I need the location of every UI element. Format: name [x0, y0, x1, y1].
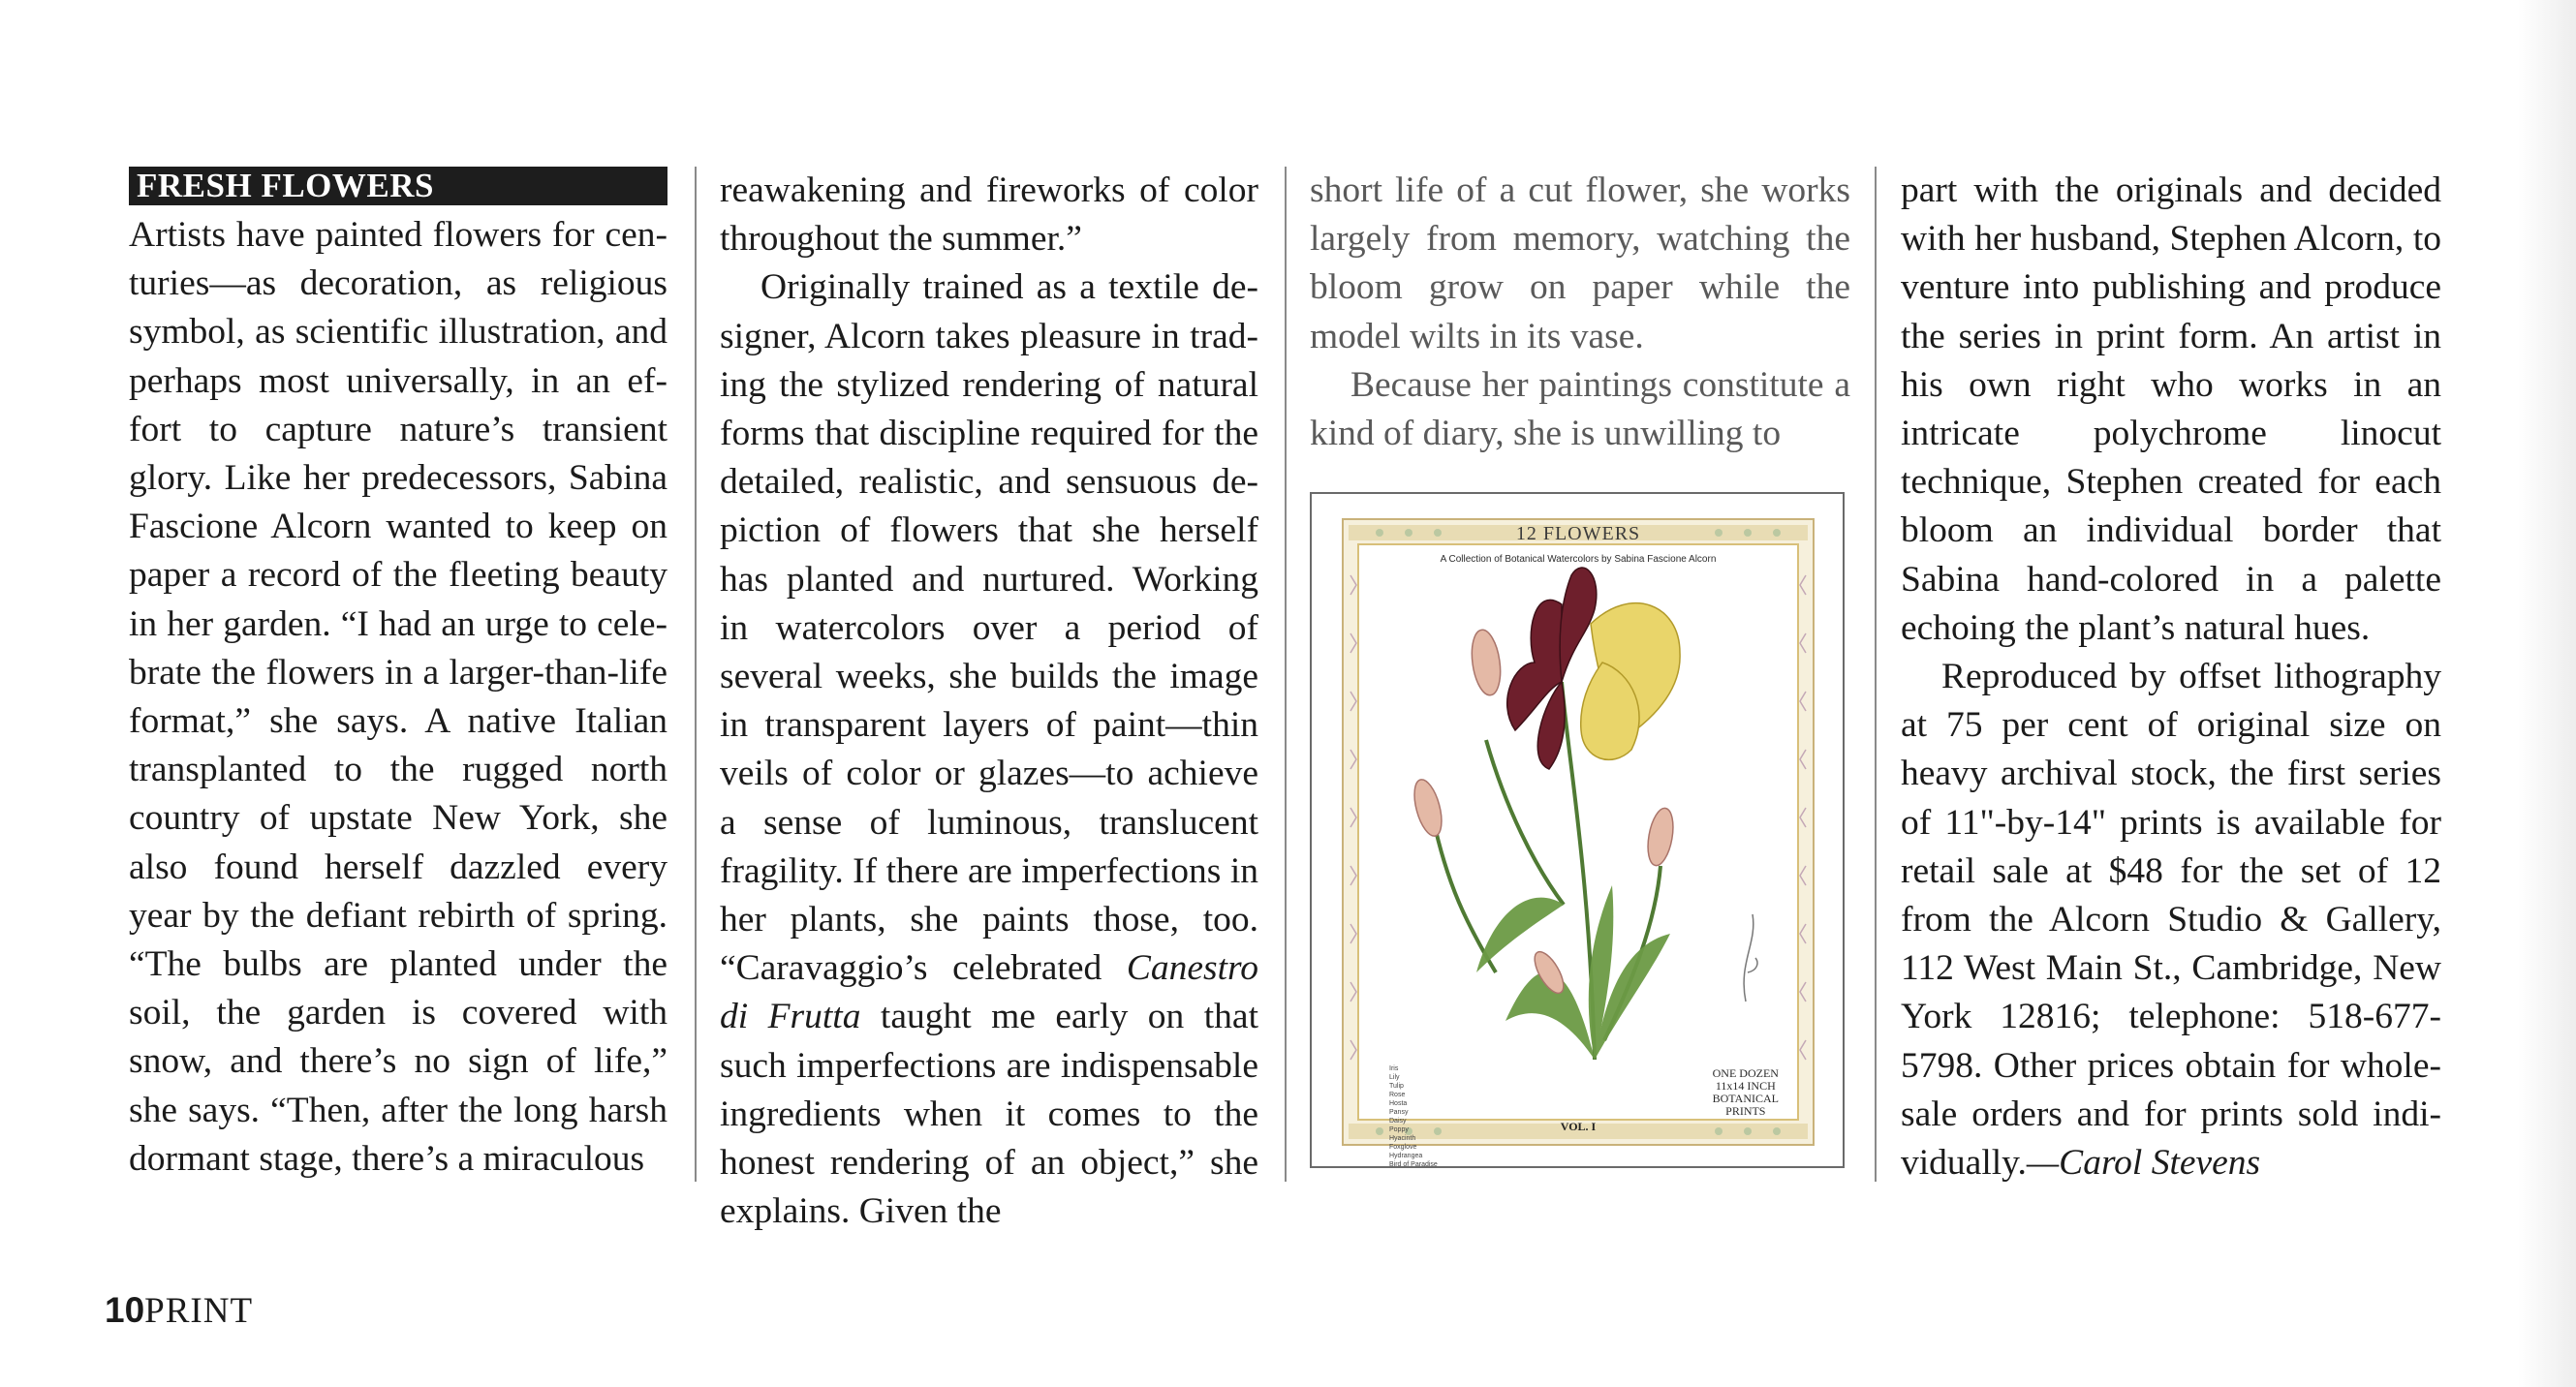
- poster-subtitle: A Collection of Botanical Watercolors by Sabina Fascione Alcorn: [1440, 554, 1717, 565]
- flower-name: Lily: [1389, 1074, 1400, 1081]
- column-divider: [1875, 167, 1877, 1182]
- column-2-paragraph-2: [720, 263, 1258, 1236]
- flower-name: Rose: [1389, 1092, 1406, 1098]
- badge-line: BOTANICAL: [1712, 1092, 1779, 1105]
- paragraph-text: Originally trained as a textile designer, Alcorn takes pleasure in trading the stylized rendering of natural forms that discipline required for the detailed, realistic, and sensuous depiction of flowers that she herself has planted and nurtured. Working in watercolors over a period of several weeks, she builds the image in transparent layers of paint—thin veils of color or glazes—to achieve a sense of luminous, translucent fragility. If there are imperfections in her plants, she paints those, too. “Caravaggio’s celebrated: [720, 267, 1258, 989]
- column-1-paragraph: Artists have painted flowers for centuries—as decoration, as religious symbol, as scientific illustration, and perhaps most universally, in an effort to capture nature’s transient glory. Like her predecessors, Sabina Fascione Alcorn wanted to keep on paper a record of the fleeting beauty in her garden. “I had an urge to celebrate the flowers in a larger-than-life format,” she says. A native Italian transplanted to the rugged north country of upstate New York, she also found herself dazzled every year by the defiant rebirth of spring. “The bulbs are planted under the soil, the garden is covered with snow, and there’s no sign of life,” she says. “Then, after the long harsh dormant stage, there’s a miraculous: [129, 215, 667, 1179]
- poster-title: 12 FLOWERS: [1515, 523, 1641, 544]
- column-divider: [695, 167, 697, 1182]
- flower-name: Hyacinth: [1389, 1135, 1416, 1142]
- poster-flower-list: [1389, 1064, 1438, 1169]
- flower-name: Iris: [1389, 1065, 1399, 1072]
- article-column-2: [720, 167, 1258, 1236]
- flower-name: Pansy: [1389, 1109, 1409, 1116]
- flower-name: Poppy: [1389, 1126, 1409, 1133]
- section-kicker: FRESH FLOWERS: [129, 167, 667, 205]
- article-column-4: [1901, 167, 2441, 1187]
- article-column-3: [1310, 167, 1850, 458]
- flower-name: Tulip: [1389, 1083, 1404, 1090]
- flower-name: Hosta: [1389, 1100, 1408, 1107]
- flower-name: Bird of Paradise: [1389, 1161, 1438, 1168]
- column-divider: [1285, 167, 1287, 1182]
- badge-line: PRINTS: [1725, 1104, 1766, 1118]
- page-gutter-shadow: [2518, 0, 2576, 1387]
- page-folio: [105, 1291, 253, 1331]
- column-4-paragraph-2: [1901, 653, 2441, 1187]
- poster-figure: [1310, 492, 1845, 1168]
- article-column-1: [129, 167, 667, 1184]
- badge-line: ONE DOZEN: [1712, 1066, 1779, 1080]
- page-number: 10: [105, 1290, 145, 1330]
- flower-name: Hydrangea: [1389, 1153, 1423, 1159]
- poster-volume: VOL. I: [1560, 1120, 1597, 1133]
- poster-artwork: [1341, 517, 1816, 1147]
- byline: —Carol Stevens: [2026, 1143, 2261, 1184]
- column-4-paragraph-1: part with the originals and decided with her husband, Stephen Alcorn, to venture into publishing and produce the series in print form. An artist in his own right who works in an intricate polychrome linocut technique, Stephen created for each bloom an individual border that Sabina hand-colored in a palette echoing the plant’s natural hues.: [1901, 170, 2441, 648]
- poster-image: [1341, 517, 1816, 1168]
- column-3-paragraph-1: short life of a cut flower, she works largely from memory, watching the bloom grow on paper while the model wilts in its vase.: [1310, 170, 1850, 356]
- column-2-paragraph-1: reawakening and fireworks of color throughout the summer.”: [720, 170, 1258, 260]
- paragraph-text: Reproduced by offset lithography at 75 per cent of original size on heavy archival stock, the first series of 11"-by-14" prints is available for retail sale at $48 for the set of 12 from the Alcorn Studio & Gallery, 112 West Main St., Cambridge, New York 12816; telephone: 518-677-5798. Other prices obtain for wholesale orders and for prints sold individually.: [1901, 657, 2441, 1184]
- badge-line: 11x14 INCH: [1715, 1079, 1776, 1093]
- poster-badge: [1713, 1067, 1779, 1118]
- flower-name: Foxglove: [1389, 1144, 1417, 1151]
- column-3-paragraph-2: Because her paintings constitute a kind of diary, she is unwilling to: [1310, 364, 1850, 454]
- paragraph-text: taught me early on that such imperfections are indispensable ingredients when it comes to the honest rendering of an object,” she explains. Given the: [720, 997, 1258, 1232]
- magazine-name: PRINT: [144, 1291, 254, 1331]
- flower-name: Daisy: [1389, 1118, 1407, 1125]
- artwork-title: Canestro di Frutta: [720, 948, 1258, 1037]
